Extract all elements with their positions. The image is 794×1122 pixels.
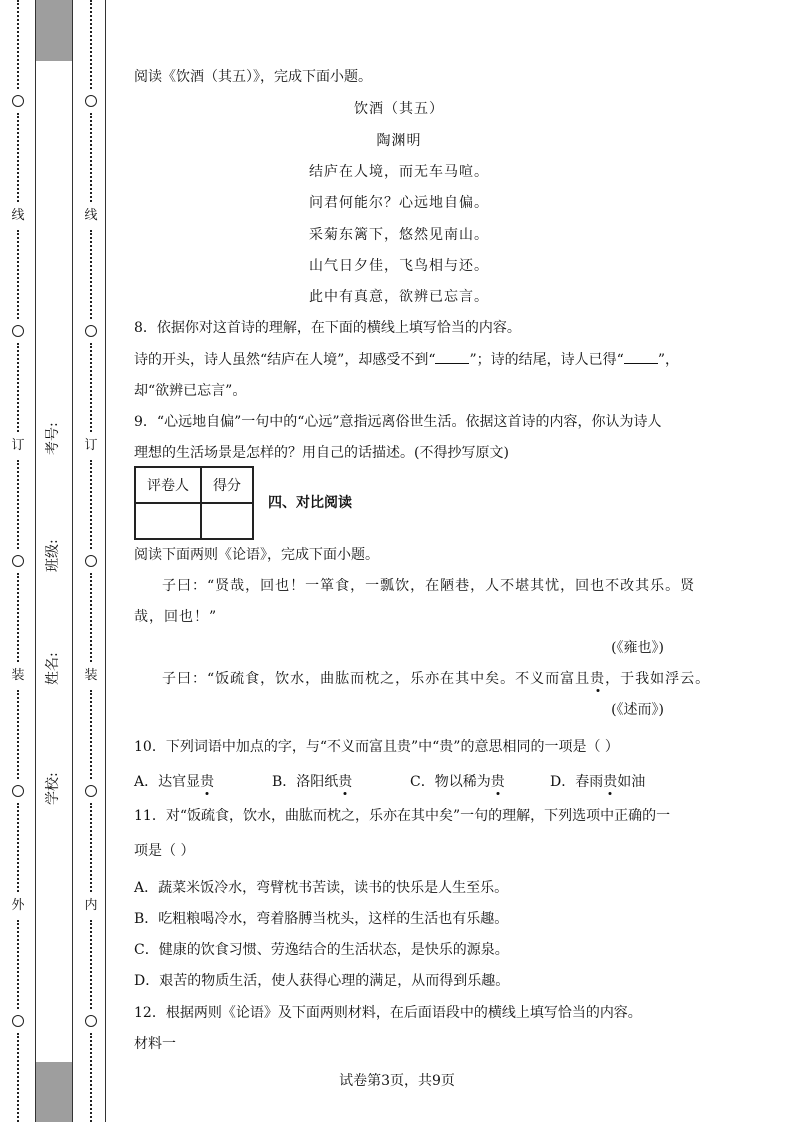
option-d[interactable]: D．艰苦的物质生活，使人获得心理的满足，从而得到乐趣。 xyxy=(134,973,510,989)
section-heading: 四、对比阅读 xyxy=(268,495,352,511)
option-c[interactable]: C．健康的饮食习惯、劳逸结合的生活状态，是快乐的源泉。 xyxy=(134,942,509,958)
passage-2-text: ，于我如浮云。 xyxy=(605,671,711,687)
circle-mark xyxy=(12,785,24,797)
cut-mark-text: 装 xyxy=(84,668,98,683)
passage-2-source: (《述而》) xyxy=(611,702,664,718)
reading-intro: 阅读《饮酒（其五）》，完成下面小题。 xyxy=(134,69,372,85)
option-text: B．洛阳纸 xyxy=(272,774,339,790)
question-11-line1: 11．对“饭疏食，饮水，曲肱而枕之，乐亦在其中矣”一句的理解，下列选项中正确的一 xyxy=(134,808,671,824)
dotted-char: 贵 xyxy=(200,774,215,790)
poem-line: 山气日夕佳，飞鸟相与还。 xyxy=(309,258,489,274)
circle-mark xyxy=(12,1015,24,1027)
poem-line: 此中有真意，欲辨已忘言。 xyxy=(309,289,489,305)
question-8-end: 却“欲辨已忘言”。 xyxy=(134,383,247,399)
option-b[interactable] xyxy=(272,771,352,791)
option-text: C．物以稀为 xyxy=(410,774,491,790)
cut-mark-text: 订 xyxy=(84,438,98,453)
passage-1-line2: 哉，回也！” xyxy=(134,609,218,625)
question-12-stem: 12．根据两则《论语》及下面两则材料，在后面语段中的横线上填写恰当的内容。 xyxy=(134,1005,642,1021)
exam-number-label: 考号: xyxy=(45,422,61,455)
cut-mark-text: 线 xyxy=(11,208,25,223)
poem-line: 问君何能尔？心远地自偏。 xyxy=(309,195,489,211)
option-d[interactable] xyxy=(550,771,645,791)
name-label: 姓名: xyxy=(45,652,61,685)
class-label: 班级: xyxy=(45,539,61,572)
passage-2 xyxy=(162,668,710,688)
question-9-line1: 9．“心远地自偏”一句中的“心远”意指远离俗世生活。依据这首诗的内容，你认为诗人 xyxy=(134,414,662,430)
score-table xyxy=(134,466,254,540)
circle-mark xyxy=(12,95,24,107)
q8-text: ”， xyxy=(657,352,679,368)
question-9-line2: 理想的生活场景是怎样的？用自己的话描述。(不得抄写原文) xyxy=(134,445,509,461)
circle-mark xyxy=(85,555,97,567)
outer-cut-line xyxy=(11,0,25,1122)
cut-mark-text: 线 xyxy=(84,208,98,223)
cut-mark-text: 订 xyxy=(11,438,25,453)
poem-line: 采菊东篱下，悠然见南山。 xyxy=(309,227,489,243)
cut-mark-text: 装 xyxy=(11,668,25,683)
cut-mark-text: 外 xyxy=(11,898,25,913)
material-label: 材料一 xyxy=(134,1036,176,1052)
inner-cut-line xyxy=(84,0,98,1122)
grader-header: 评卷人 xyxy=(135,467,201,503)
dotted-char: 贵 xyxy=(603,774,618,790)
poem-author: 陶渊明 xyxy=(376,133,422,149)
circle-mark xyxy=(85,95,97,107)
circle-mark xyxy=(85,785,97,797)
passage-2-text: 子曰：“饭疏食，饮水，曲肱而枕之，乐亦在其中矣。不义而富且 xyxy=(162,671,591,687)
option-text: D．春雨 xyxy=(550,774,604,790)
q8-text: ”；诗的结尾，诗人已得“ xyxy=(469,352,624,368)
circle-mark xyxy=(85,1015,97,1027)
question-8-stem: 8．依据你对这首诗的理解，在下面的横线上填写恰当的内容。 xyxy=(134,320,521,336)
passage-1-line1: 子曰：“贤哉，回也！一箪食，一瓢饮，在陋巷，人不堪其忧，回也不改其乐。贤 xyxy=(162,578,696,594)
option-text: 如油 xyxy=(617,774,646,790)
circle-mark xyxy=(12,555,24,567)
option-text: A．达官显 xyxy=(134,774,201,790)
answer-blank[interactable] xyxy=(435,351,469,364)
option-c[interactable] xyxy=(410,771,505,791)
binding-border xyxy=(105,0,106,1122)
option-b[interactable]: B．吃粗粮喝冷水，弯着胳膊当枕头，这样的生活也有乐趣。 xyxy=(134,911,509,927)
option-a[interactable] xyxy=(134,771,214,791)
circle-mark xyxy=(85,325,97,337)
option-a[interactable]: A．蔬菜米饭冷水，弯臂枕书苦读，读书的快乐是人生至乐。 xyxy=(134,880,509,896)
gray-block-top xyxy=(36,0,72,61)
reading-intro-2: 阅读下面两则《论语》，完成下面小题。 xyxy=(134,547,379,563)
question-11-line2: 项是（ ） xyxy=(134,843,195,859)
question-8-fill xyxy=(134,349,679,369)
q8-text: 诗的开头，诗人虽然“结庐在人境”，却感受不到“ xyxy=(134,352,436,368)
grader-cell[interactable] xyxy=(135,503,201,539)
answer-blank[interactable] xyxy=(624,351,658,364)
school-label: 学校: xyxy=(45,772,61,805)
circle-mark xyxy=(12,325,24,337)
score-header: 得分 xyxy=(201,467,253,503)
passage-1-source: (《雍也》) xyxy=(611,640,664,656)
binding-margin xyxy=(0,0,106,1122)
dotted-char: 贵 xyxy=(490,774,505,790)
cut-mark-text: 内 xyxy=(84,898,98,913)
page-footer: 试卷第3页，共9页 xyxy=(339,1073,455,1089)
dotted-char: 贵 xyxy=(590,671,606,687)
poem-line: 结庐在人境，而无车马喧。 xyxy=(309,164,489,180)
question-10-stem: 10．下列词语中加点的字，与“不义而富且贵”中“贵”的意思相同的一项是（ ） xyxy=(134,739,619,755)
dotted-char: 贵 xyxy=(338,774,353,790)
poem-title: 饮酒（其五） xyxy=(354,101,444,117)
score-cell[interactable] xyxy=(201,503,253,539)
